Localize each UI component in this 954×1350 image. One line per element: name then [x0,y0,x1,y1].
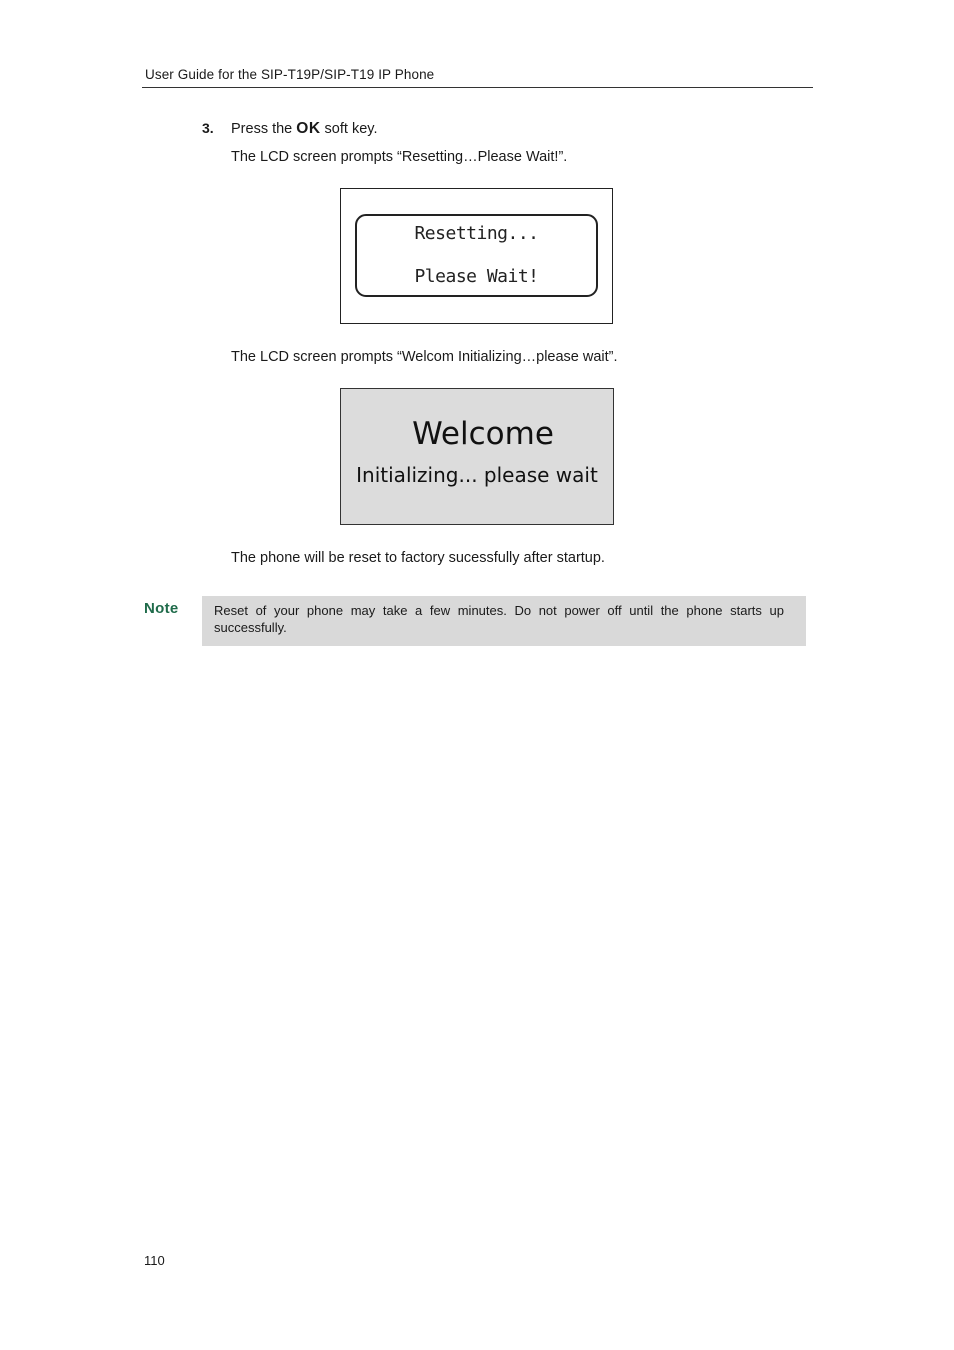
step-text-after: soft key. [320,121,378,137]
soft-key-name: OK [296,120,321,137]
lcd-welcome-subtitle: Initializing... please wait [356,463,598,487]
page-header-title: User Guide for the SIP-T19P/SIP-T19 IP Phone [145,67,435,82]
step-text-before: Press the [231,121,297,137]
after-startup-paragraph: The phone will be reset to factory sucessfully after startup. [231,550,605,566]
lcd-message-frame [355,214,598,297]
step-number: 3. [202,120,214,136]
lcd-screen-welcome [340,388,614,525]
note-label: Note [144,600,179,617]
note-text: Reset of your phone may take a few minutes. Do not power off until the phone starts up successfully. [214,603,784,635]
lcd-resetting-line1: Resetting... [414,223,539,244]
prompt-welcome-paragraph: The LCD screen prompts “Welcom Initializing…please wait”. [231,349,618,365]
lcd-resetting-line2: Please Wait! [414,266,539,287]
lcd-screen-resetting [340,188,613,324]
step-instruction [231,120,377,138]
prompt-resetting-paragraph: The LCD screen prompts “Resetting…Please Wait!”. [231,149,568,165]
header-divider [142,87,813,88]
page-number: 110 [144,1253,165,1268]
note-box [202,596,806,646]
lcd-welcome-title: Welcome [412,416,554,452]
